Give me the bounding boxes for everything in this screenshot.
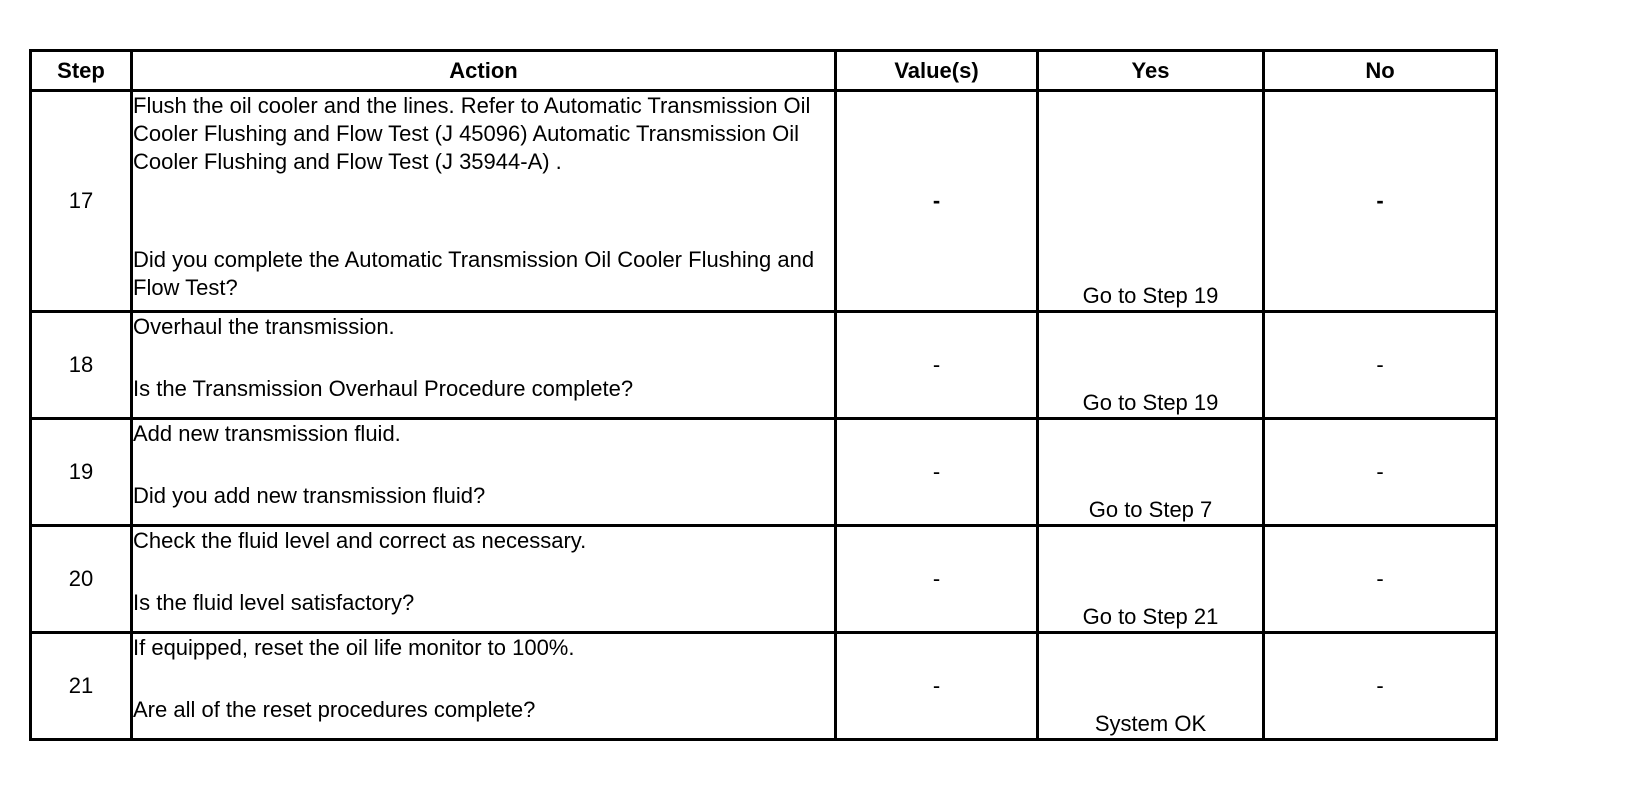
action-cell [132,419,836,526]
yes-cell: Go to Step 7 [1038,419,1264,526]
action-question: Did you complete the Automatic Transmission Oil Cooler Flushing and Flow Test? [133,247,815,300]
action-instruction: Overhaul the transmission. [133,314,395,339]
values-cell: - [836,91,1038,312]
values-cell: - [836,633,1038,740]
table-row [31,91,1497,312]
action-cell [132,633,836,740]
action-cell [132,312,836,419]
header-action: Action [132,51,836,91]
step-number: 19 [31,419,132,526]
yes-cell: System OK [1038,633,1264,740]
table-row [31,419,1497,526]
action-cell [132,91,836,312]
action-cell [132,526,836,633]
action-question: Are all of the reset procedures complete? [133,697,536,722]
step-number: 17 [31,91,132,312]
yes-cell: Go to Step 19 [1038,91,1264,312]
table-row [31,526,1497,633]
diagnostic-table-page [29,49,1498,741]
action-instruction: Flush the oil cooler and the lines. Refer to Automatic Transmission Oil Cooler Flushing and Flow Test (J 45096) Automatic Transmission Oil Cooler Flushing and Flow Test (J 35944-A) . [133,93,811,174]
yes-cell: Go to Step 21 [1038,526,1264,633]
header-row [31,51,1497,91]
no-cell: - [1264,419,1497,526]
step-number: 20 [31,526,132,633]
values-cell: - [836,526,1038,633]
header-yes: Yes [1038,51,1264,91]
diagnostic-steps-table [29,49,1498,741]
action-instruction: Check the fluid level and correct as necessary. [133,528,587,553]
values-cell: - [836,312,1038,419]
step-number: 21 [31,633,132,740]
no-cell: - [1264,633,1497,740]
action-instruction: If equipped, reset the oil life monitor to 100%. [133,635,575,660]
step-number: 18 [31,312,132,419]
action-question: Is the fluid level satisfactory? [133,590,415,615]
header-step: Step [31,51,132,91]
values-cell: - [836,419,1038,526]
table-row [31,312,1497,419]
action-instruction: Add new transmission fluid. [133,421,401,446]
no-cell: - [1264,312,1497,419]
action-question: Did you add new transmission fluid? [133,483,486,508]
table-row [31,633,1497,740]
no-cell: - [1264,526,1497,633]
no-cell: - [1264,91,1497,312]
header-values: Value(s) [836,51,1038,91]
header-no: No [1264,51,1497,91]
yes-cell: Go to Step 19 [1038,312,1264,419]
action-question: Is the Transmission Overhaul Procedure complete? [133,376,634,401]
